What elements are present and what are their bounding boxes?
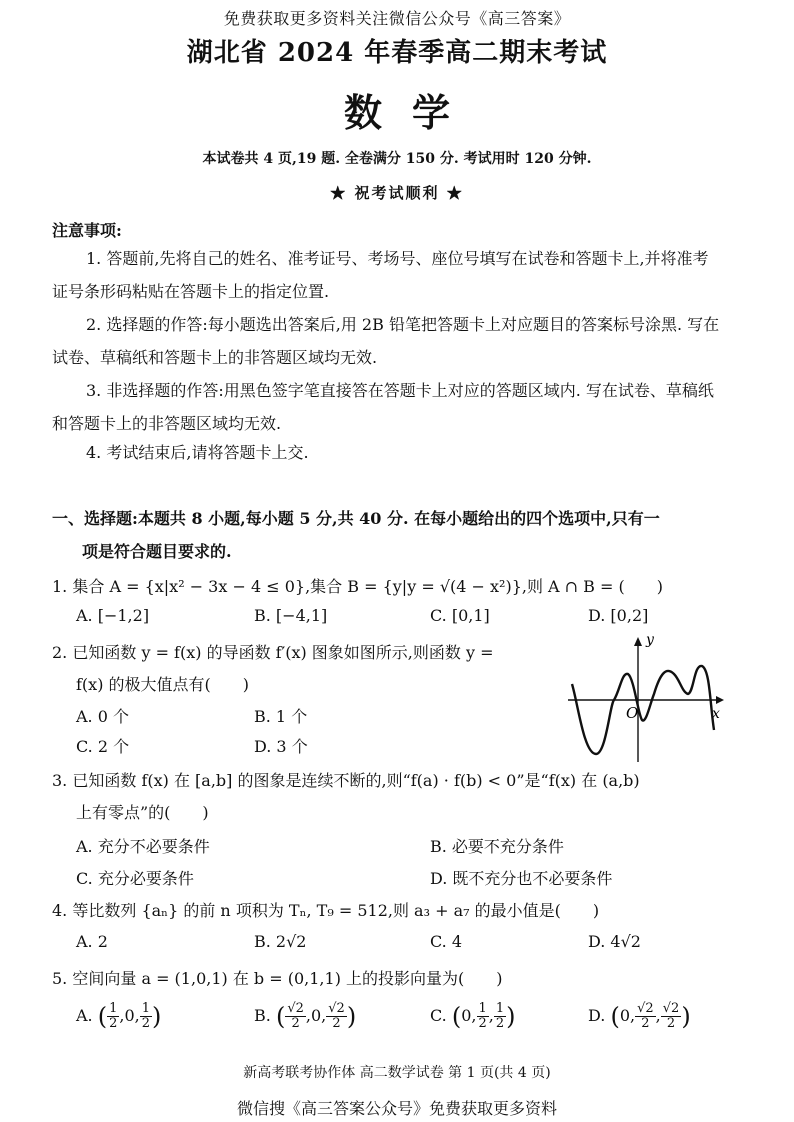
q5-option-b xyxy=(254,1002,356,1031)
left-paren: ( xyxy=(97,1002,108,1031)
left-paren: ( xyxy=(610,1002,620,1031)
q1-option-b: B. [−4,1] xyxy=(254,606,328,625)
option-letter: A. xyxy=(76,1006,98,1025)
exam-title: 湖北省 2024 年春季高二期末考试 xyxy=(186,38,608,68)
denominator: 2 xyxy=(291,1016,300,1031)
numerator: √2 xyxy=(637,1001,654,1016)
component: 0 xyxy=(461,1006,472,1025)
derivative-curve xyxy=(572,666,714,754)
comma: , xyxy=(630,1006,636,1025)
q4-option-d: D. 4√2 xyxy=(588,932,641,951)
component: 0 xyxy=(310,1006,322,1025)
right-paren: ) xyxy=(506,1002,516,1031)
numerator: 1 xyxy=(478,1001,487,1016)
numerator: √2 xyxy=(287,1001,304,1016)
option-letter: D. xyxy=(588,1006,611,1025)
denominator: 2 xyxy=(666,1016,676,1031)
option-letter: C. xyxy=(430,1006,452,1025)
component: 0 xyxy=(124,1006,135,1025)
numerator: 1 xyxy=(109,1001,118,1016)
exam-info: 本试卷共 4 页,19 题. 全卷满分 150 分. 考试用时 120 分钟. xyxy=(202,151,592,167)
section-heading-line2: 项是符合题目要求的. xyxy=(82,542,232,561)
notice-item-2: 2. 选择题的作答:每小题选出答案后,用 2B 铅笔把答题卡上对应题目的答案标号涂黑. 写在试卷、草稿纸和答题卡上的非答题区域均无效. xyxy=(52,315,720,367)
numerator: 1 xyxy=(141,1001,151,1016)
denominator: 2 xyxy=(495,1016,505,1031)
fraction xyxy=(661,1002,682,1031)
q4-option-a: A. 2 xyxy=(76,932,108,951)
right-paren: ) xyxy=(346,1002,357,1031)
q1-stem: 1. 集合 A = {x|x² − 3x − 4 ≤ 0},集合 B = {y|y = √(4 − x²)},则 A ∩ B = ( ) xyxy=(52,577,663,596)
left-paren: ( xyxy=(451,1002,462,1031)
fraction xyxy=(494,1002,506,1031)
left-paren: ( xyxy=(275,1002,286,1031)
q5-option-a xyxy=(76,1002,161,1031)
denominator: 2 xyxy=(332,1016,341,1031)
q2-option-d: D. 3 个 xyxy=(254,737,308,756)
q3-option-d: D. 既不充分也不必要条件 xyxy=(430,869,613,888)
comma: , xyxy=(119,1006,125,1025)
notice-item-4: 4. 考试结束后,请将答题卡上交. xyxy=(86,443,309,462)
x-axis-label: x xyxy=(712,706,720,722)
fraction xyxy=(107,1002,119,1031)
q1-option-c: C. [0,1] xyxy=(430,606,490,625)
comma: , xyxy=(471,1006,477,1025)
q1-option-d: D. [0,2] xyxy=(588,606,649,625)
q3-option-c: C. 充分必要条件 xyxy=(76,869,194,888)
q4-option-b: B. 2√2 xyxy=(254,932,307,951)
fraction xyxy=(326,1002,347,1031)
notice-item-3: 3. 非选择题的作答:用黑色签字笔直接答在答题卡上对应的答题区域内. 写在试卷、草稿纸和答题卡上的非答题区域均无效. xyxy=(52,381,714,433)
q5-stem: 5. 空间向量 a = (1,0,1) 在 b = (0,1,1) 上的投影向量为( ) xyxy=(52,969,503,988)
q2-stem-line1: 2. 已知函数 y = f(x) 的导函数 f′(x) 图象如图所示,则函数 y = xyxy=(52,643,494,662)
q5-option-c xyxy=(430,1002,516,1031)
fraction xyxy=(477,1002,489,1031)
bottom-watermark-note: 微信搜《高三答案公众号》免费获取更多资料 xyxy=(236,1099,557,1118)
page-footer: 新高考联考协作体 高二数学试卷 第 1 页(共 4 页) xyxy=(243,1065,551,1081)
denominator: 2 xyxy=(641,1016,650,1031)
good-luck-line: ★ 祝考试顺利 ★ xyxy=(330,184,464,202)
derivative-graph xyxy=(566,634,726,764)
comma: , xyxy=(134,1006,140,1025)
comma: , xyxy=(488,1006,494,1025)
q3-stem-line2: 上有零点”的( ) xyxy=(76,803,209,822)
q2-option-a: A. 0 个 xyxy=(76,707,129,726)
denominator: 2 xyxy=(141,1016,151,1031)
right-paren: ) xyxy=(681,1002,691,1031)
q2-option-c: C. 2 个 xyxy=(76,737,130,756)
notice-item-1: 1. 答题前,先将自己的姓名、准考证号、考场号、座位号填写在试卷和答题卡上,并将准考证号条形码粘贴在答题卡上的指定位置. xyxy=(52,249,709,301)
section-heading xyxy=(52,502,732,568)
q4-option-c: C. 4 xyxy=(430,932,463,951)
fraction xyxy=(140,1002,152,1031)
fraction xyxy=(635,1002,656,1031)
y-axis-label: y xyxy=(646,634,654,648)
comma: , xyxy=(321,1006,327,1025)
component: 0 xyxy=(619,1006,630,1025)
denominator: 2 xyxy=(478,1016,487,1031)
fraction xyxy=(285,1002,306,1031)
notice-heading: 注意事项: xyxy=(52,221,122,240)
q5-option-d xyxy=(588,1002,691,1031)
q4-stem: 4. 等比数列 {aₙ} 的前 n 项积为 Tₙ, T₉ = 512,则 a₃ + a₇ 的最小值是( ) xyxy=(52,901,600,920)
q2-stem-line2: f(x) 的极大值点有( ) xyxy=(76,675,250,694)
section-heading-line1: 一、选择题:本题共 8 小题,每小题 5 分,共 40 分. 在每小题给出的四个选项中,只有一 xyxy=(52,509,660,528)
top-watermark-note: 免费获取更多资料关注微信公众号《高三答案》 xyxy=(223,9,571,28)
q3-option-a: A. 充分不必要条件 xyxy=(76,837,210,856)
comma: , xyxy=(655,1006,661,1025)
y-axis-arrow xyxy=(634,637,642,646)
denominator: 2 xyxy=(109,1016,118,1031)
right-paren: ) xyxy=(152,1002,162,1031)
q3-option-b: B. 必要不充分条件 xyxy=(430,837,564,856)
origin-label: O xyxy=(626,704,639,722)
numerator: √2 xyxy=(328,1001,345,1016)
x-axis-arrow xyxy=(716,696,724,704)
numerator: 1 xyxy=(495,1001,505,1016)
q3-stem-line1: 3. 已知函数 f(x) 在 [a,b] 的图象是连续不断的,则“f(a) · f(b) < 0”是“f(x) 在 (a,b) xyxy=(52,771,640,790)
option-letter: B. xyxy=(254,1006,276,1025)
subject-title: 数学 xyxy=(343,90,480,135)
numerator: √2 xyxy=(662,1001,680,1016)
q2-option-b: B. 1 个 xyxy=(254,707,308,726)
comma: , xyxy=(305,1006,311,1025)
q1-option-a: A. [−1,2] xyxy=(76,606,150,625)
